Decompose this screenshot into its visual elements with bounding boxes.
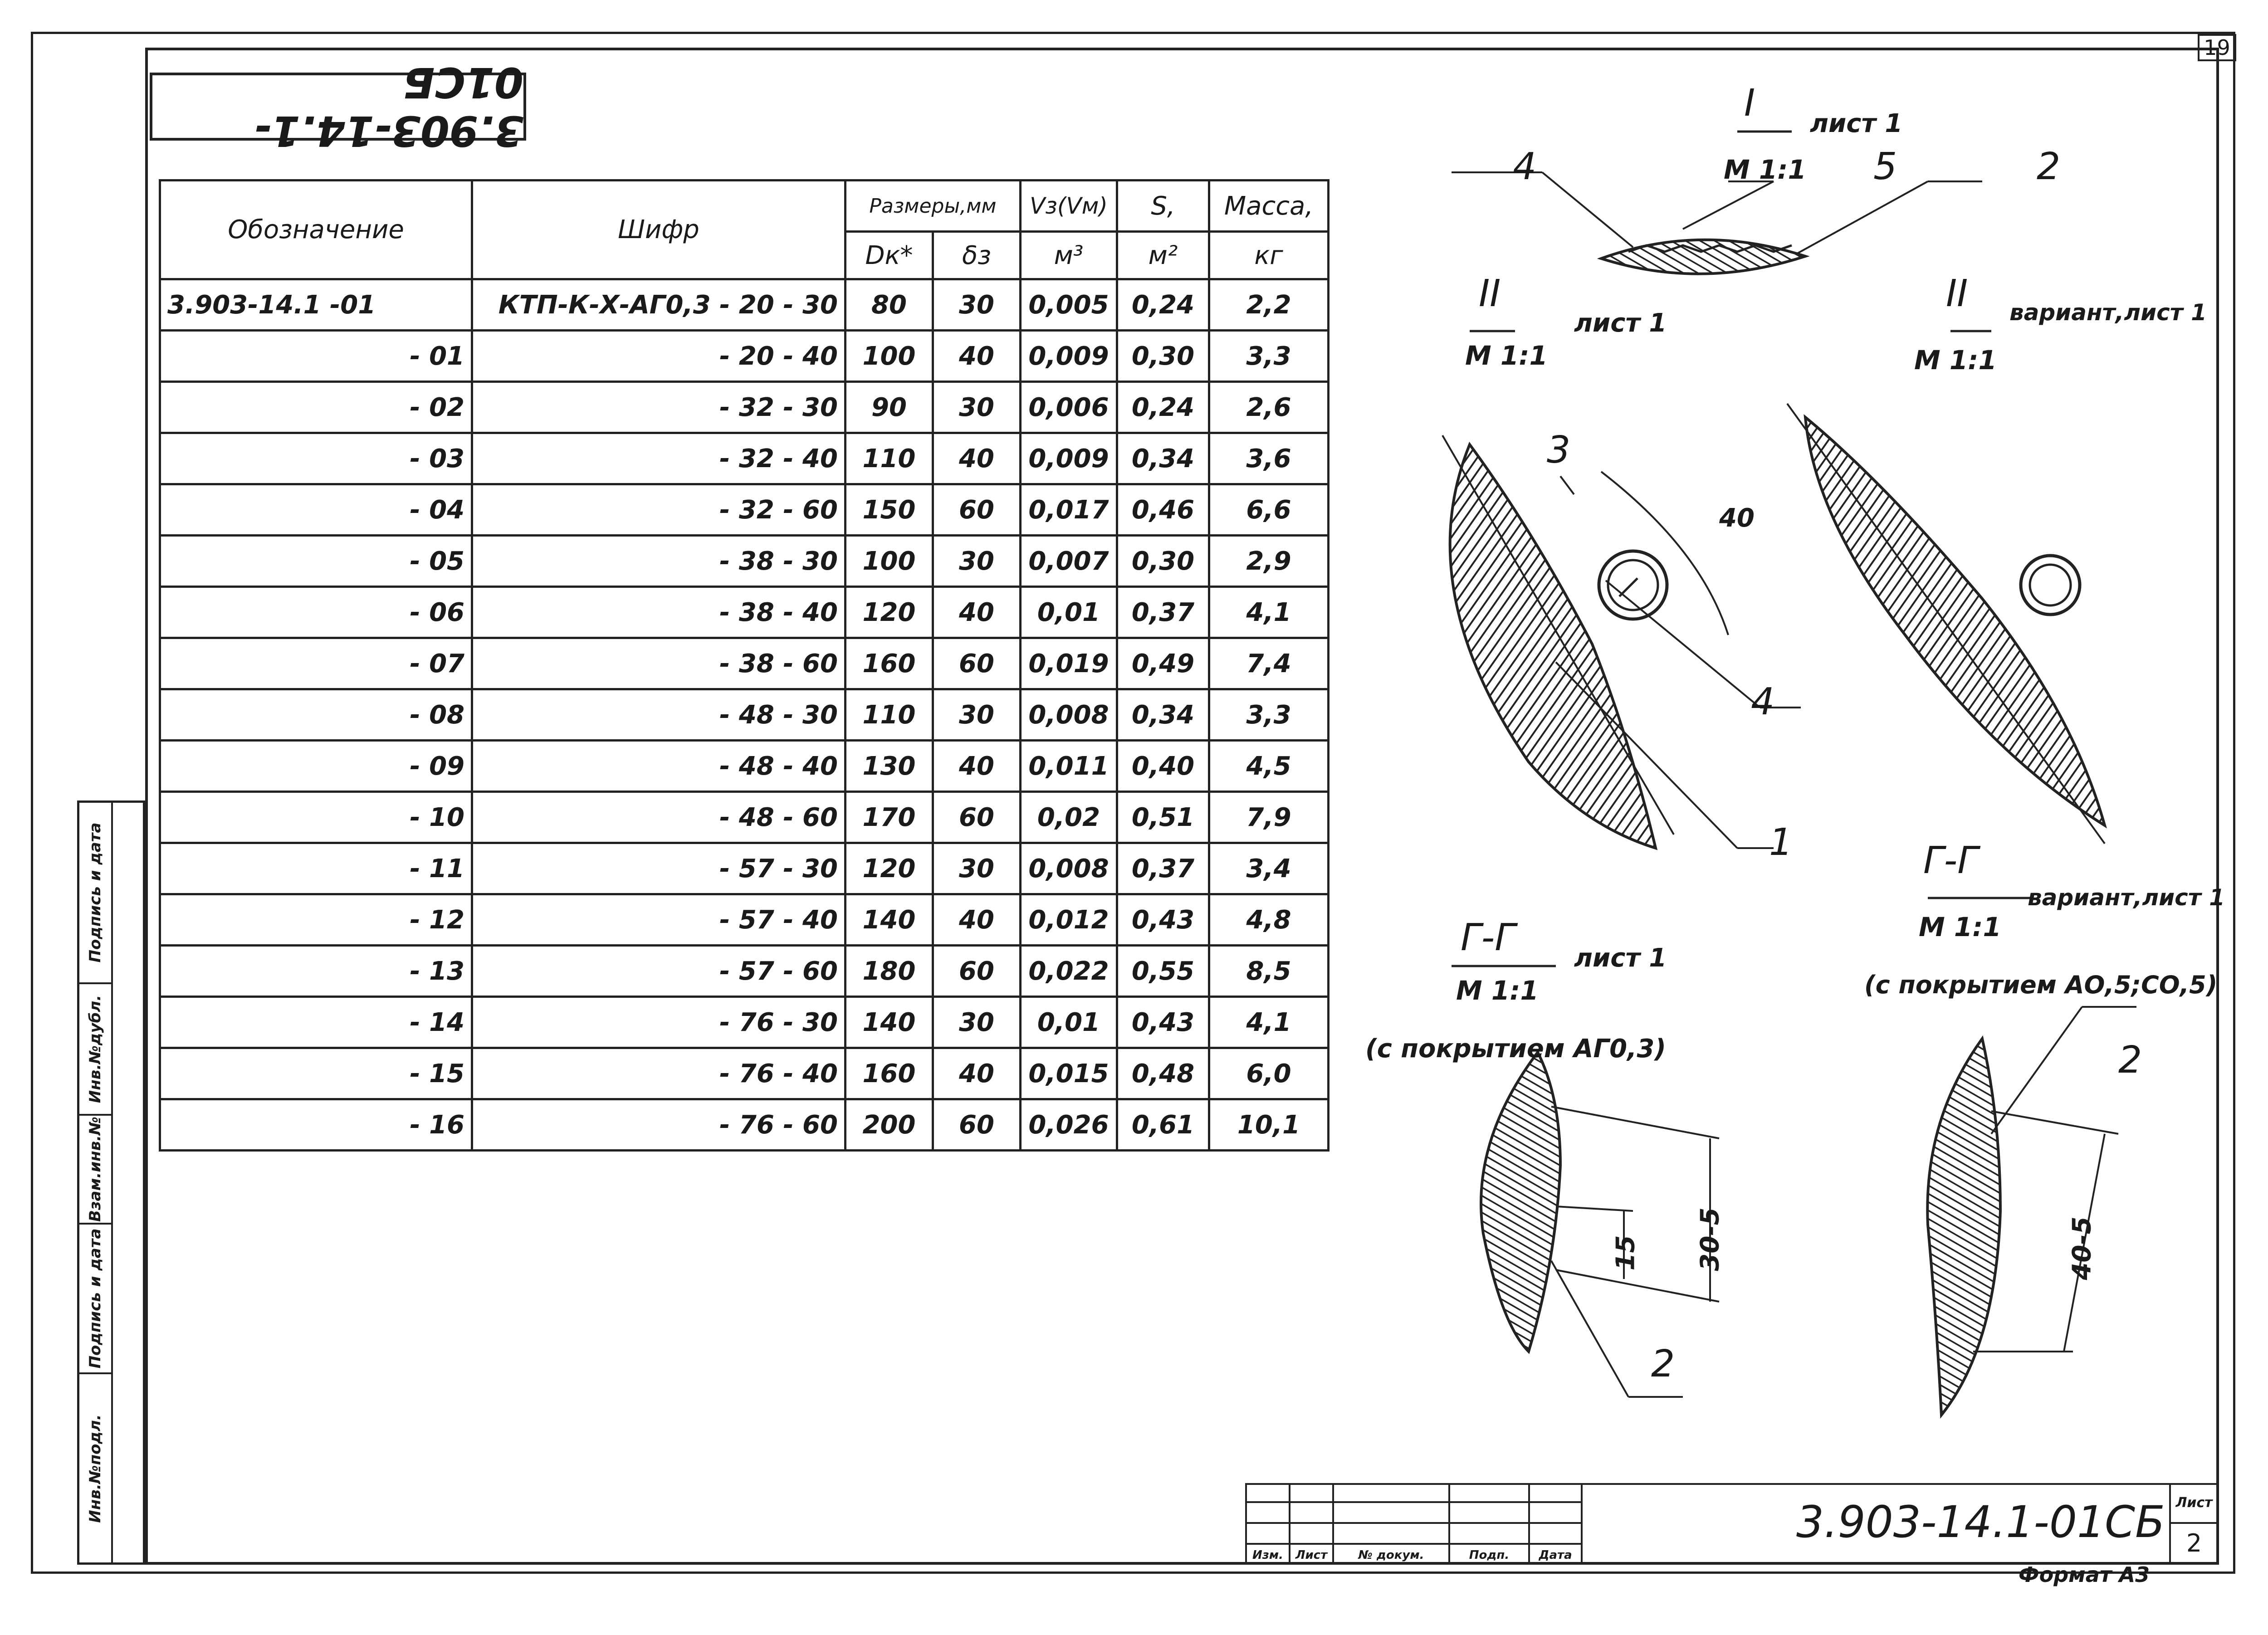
cell-d3: 30 (933, 843, 1021, 894)
cell-dk: 150 (846, 484, 933, 536)
header-dimensions: Размеры,мм (846, 181, 1021, 232)
section-gg-variant-dim-40: 40-5 (2067, 1216, 2097, 1280)
section-gg-variant-note: (с покрытием АО,5;СО,5) (1864, 971, 2218, 999)
cell-designation: - 12 (160, 894, 472, 946)
cell-volume: 0,01 (1021, 587, 1117, 638)
approval-side-strip (77, 800, 145, 1565)
cell-mass: 3,4 (1209, 843, 1329, 894)
cell-d3: 30 (933, 536, 1021, 587)
table-row (160, 279, 1329, 331)
cell-designation: - 16 (160, 1099, 472, 1151)
table-row (160, 382, 1329, 433)
cell-d3: 40 (933, 587, 1021, 638)
cell-d3: 40 (933, 1048, 1021, 1099)
sheet-number: 19 (2198, 34, 2236, 61)
cell-dk: 160 (846, 1048, 933, 1099)
cell-mass: 10,1 (1209, 1099, 1329, 1151)
cell-code: КТП-К-Х-АГ0,3 - 20 - 30 (472, 279, 846, 331)
header-dk: Dк* (846, 232, 933, 279)
section-gg-variant-label: Г-Г (1923, 839, 1978, 882)
section-gg-note: (с покрытием АГ0,3) (1365, 1034, 1666, 1064)
cell-area: 0,43 (1117, 997, 1209, 1048)
view-i-callout-4: 4 (1513, 145, 1537, 188)
strip-cell-sign-date-1: Подпись и дата (79, 803, 111, 984)
cell-d3: 40 (933, 894, 1021, 946)
cell-dk: 140 (846, 894, 933, 946)
cell-code: - 48 - 40 (472, 741, 846, 792)
cell-area: 0,37 (1117, 843, 1209, 894)
strip-cell-sign-date-2: Подпись и дата (79, 1225, 111, 1374)
cell-d3: 60 (933, 1099, 1021, 1151)
cell-area: 0,34 (1117, 689, 1209, 741)
strip-cell-vzam-inv: Взам.инв.№ (79, 1116, 111, 1225)
table-row (160, 484, 1329, 536)
cell-area: 0,30 (1117, 536, 1209, 587)
cell-d3: 30 (933, 382, 1021, 433)
table-header-row (160, 181, 1329, 232)
cell-mass: 4,1 (1209, 587, 1329, 638)
cell-dk: 120 (846, 843, 933, 894)
view-ii-sheet: лист 1 (1574, 308, 1667, 338)
cell-volume: 0,022 (1021, 946, 1117, 997)
cell-mass: 8,5 (1209, 946, 1329, 997)
view-ii-variant-drawing (1787, 404, 2105, 844)
view-ii-dimension: 40 (1719, 503, 1755, 533)
cell-mass: 2,2 (1209, 279, 1329, 331)
section-gg-variant-sheet: вариант,лист 1 (2028, 884, 2225, 911)
cell-mass: 3,3 (1209, 331, 1329, 382)
cell-volume: 0,009 (1021, 331, 1117, 382)
cell-d3: 30 (933, 689, 1021, 741)
view-ii-callout-1: 1 (1769, 821, 1793, 864)
cell-designation: - 15 (160, 1048, 472, 1099)
cell-code: - 20 - 40 (472, 331, 846, 382)
cell-area: 0,61 (1117, 1099, 1209, 1151)
view-ii-callout-3: 3 (1547, 429, 1571, 472)
table-row (160, 587, 1329, 638)
cell-code: - 57 - 60 (472, 946, 846, 997)
cell-area: 0,49 (1117, 638, 1209, 689)
cell-dk: 80 (846, 279, 933, 331)
cell-mass: 7,9 (1209, 792, 1329, 843)
table-row (160, 331, 1329, 382)
table-row (160, 536, 1329, 587)
cell-d3: 60 (933, 792, 1021, 843)
cell-code: - 57 - 40 (472, 894, 846, 946)
header-mass: Масса, (1209, 181, 1329, 232)
cell-volume: 0,011 (1021, 741, 1117, 792)
header-volume: Vз(Vм) (1021, 181, 1117, 232)
cell-code: - 76 - 40 (472, 1048, 846, 1099)
header-volume-unit: м³ (1021, 232, 1117, 279)
tb-row-line-1 (1245, 1501, 1583, 1524)
cell-volume: 0,015 (1021, 1048, 1117, 1099)
strip-divider (111, 803, 113, 1565)
view-ii-drawing (1442, 435, 1801, 848)
cell-dk: 200 (846, 1099, 933, 1151)
tb-header-sign: Подп. (1448, 1543, 1530, 1565)
cell-volume: 0,017 (1021, 484, 1117, 536)
table-row (160, 638, 1329, 689)
cell-mass: 2,6 (1209, 382, 1329, 433)
cell-designation: - 06 (160, 587, 472, 638)
view-ii-label: II (1479, 272, 1501, 315)
view-i-callout-2: 2 (2037, 145, 2061, 188)
title-sheet-value: 2 (2169, 1522, 2219, 1565)
title-doc-code: 3.903-14.1-01СБ (1796, 1497, 2165, 1547)
section-gg-drawing (1481, 1052, 1719, 1397)
table-row (160, 792, 1329, 843)
cell-dk: 170 (846, 792, 933, 843)
cell-designation: - 09 (160, 741, 472, 792)
strip-cell-inv-podl: Инв.№подл. (86, 1414, 104, 1523)
tb-row-line-2 (1245, 1522, 1583, 1545)
cell-code: - 38 - 30 (472, 536, 846, 587)
table-row (160, 741, 1329, 792)
cell-designation: - 11 (160, 843, 472, 894)
cell-area: 0,48 (1117, 1048, 1209, 1099)
cell-code: - 48 - 30 (472, 689, 846, 741)
tb-header-list: Лист (1289, 1543, 1334, 1565)
header-d3: δз (933, 232, 1021, 279)
cell-area: 0,37 (1117, 587, 1209, 638)
top-stamp-code: 3.903-14.1-01СБ (254, 58, 523, 155)
view-i-scale: М 1:1 (1724, 154, 1806, 185)
cell-code: - 76 - 60 (472, 1099, 846, 1151)
table-row (160, 843, 1329, 894)
cell-area: 0,55 (1117, 946, 1209, 997)
cell-volume: 0,009 (1021, 433, 1117, 484)
cell-designation: - 13 (160, 946, 472, 997)
cell-designation: - 14 (160, 997, 472, 1048)
cell-designation: - 04 (160, 484, 472, 536)
cell-code: - 32 - 40 (472, 433, 846, 484)
cell-mass: 4,8 (1209, 894, 1329, 946)
cell-d3: 60 (933, 638, 1021, 689)
view-ii-variant-sheet: вариант,лист 1 (2009, 299, 2207, 326)
view-i-callout-5: 5 (1873, 145, 1897, 188)
format-label: Формат А3 (2019, 1562, 2150, 1587)
section-gg-sheet: лист 1 (1574, 943, 1667, 973)
cell-code: - 38 - 60 (472, 638, 846, 689)
cell-designation: - 10 (160, 792, 472, 843)
table-row (160, 1048, 1329, 1099)
cell-code: - 48 - 60 (472, 792, 846, 843)
view-i-sheet: лист 1 (1810, 109, 1903, 138)
cell-d3: 30 (933, 279, 1021, 331)
view-ii-variant-label: II (1946, 272, 1968, 315)
section-gg-dim-15: 15 (1611, 1235, 1641, 1271)
view-i-label: I (1744, 82, 1755, 125)
cell-mass: 4,1 (1209, 997, 1329, 1048)
section-gg-variant-drawing (1927, 1007, 2136, 1415)
title-sheet-box (2169, 1483, 2219, 1565)
cell-volume: 0,005 (1021, 279, 1117, 331)
cell-mass: 6,0 (1209, 1048, 1329, 1099)
cell-dk: 130 (846, 741, 933, 792)
cell-d3: 40 (933, 433, 1021, 484)
cell-mass: 6,6 (1209, 484, 1329, 536)
cell-designation: - 07 (160, 638, 472, 689)
cell-designation: - 02 (160, 382, 472, 433)
table-row (160, 433, 1329, 484)
tb-header-izm: Изм. (1245, 1543, 1290, 1565)
cell-area: 0,51 (1117, 792, 1209, 843)
cell-area: 0,24 (1117, 382, 1209, 433)
cell-area: 0,46 (1117, 484, 1209, 536)
cell-designation: - 01 (160, 331, 472, 382)
cell-mass: 2,9 (1209, 536, 1329, 587)
header-area-unit: м² (1117, 232, 1209, 279)
tb-header-doc: № докум. (1332, 1543, 1450, 1565)
tb-header-date: Дата (1528, 1543, 1583, 1565)
section-gg-variant-callout-2: 2 (2118, 1039, 2142, 1082)
section-gg-callout-2: 2 (1651, 1342, 1675, 1386)
section-gg-scale: М 1:1 (1456, 975, 1539, 1006)
cell-mass: 3,3 (1209, 689, 1329, 741)
section-gg-label: Г-Г (1461, 916, 1515, 959)
cell-d3: 60 (933, 946, 1021, 997)
title-sheet-label: Лист (2169, 1483, 2219, 1524)
cell-mass: 4,5 (1209, 741, 1329, 792)
cell-volume: 0,012 (1021, 894, 1117, 946)
cell-mass: 7,4 (1209, 638, 1329, 689)
cell-dk: 110 (846, 433, 933, 484)
view-ii-variant-scale: М 1:1 (1914, 345, 1997, 376)
cell-area: 0,24 (1117, 279, 1209, 331)
tb-top-line (1581, 1483, 2170, 1485)
cell-d3: 60 (933, 484, 1021, 536)
cell-code: - 32 - 60 (472, 484, 846, 536)
cell-dk: 110 (846, 689, 933, 741)
cell-volume: 0,019 (1021, 638, 1117, 689)
cell-d3: 40 (933, 331, 1021, 382)
header-area: S, (1117, 181, 1209, 232)
specification-table (159, 179, 1330, 1152)
cell-dk: 90 (846, 382, 933, 433)
cell-area: 0,43 (1117, 894, 1209, 946)
cell-dk: 180 (846, 946, 933, 997)
cell-designation: - 08 (160, 689, 472, 741)
strip-cell-inv-dubl: Инв.№дубл. (79, 984, 111, 1116)
cell-code: - 32 - 30 (472, 382, 846, 433)
cell-code: - 76 - 30 (472, 997, 846, 1048)
cell-volume: 0,008 (1021, 843, 1117, 894)
cell-designation: - 03 (160, 433, 472, 484)
header-mass-unit: кг (1209, 232, 1329, 279)
table-row (160, 997, 1329, 1048)
cell-volume: 0,007 (1021, 536, 1117, 587)
cell-designation: - 05 (160, 536, 472, 587)
table-row (160, 894, 1329, 946)
cell-area: 0,34 (1117, 433, 1209, 484)
cell-area: 0,30 (1117, 331, 1209, 382)
header-code: Шифр (472, 181, 846, 279)
cell-d3: 40 (933, 741, 1021, 792)
section-gg-dim-30: 30-5 (1695, 1207, 1725, 1271)
cell-designation: 3.903-14.1 -01 (160, 279, 472, 331)
cell-area: 0,40 (1117, 741, 1209, 792)
cell-volume: 0,02 (1021, 792, 1117, 843)
cell-mass: 3,6 (1209, 433, 1329, 484)
cell-volume: 0,01 (1021, 997, 1117, 1048)
section-gg-variant-scale: М 1:1 (1919, 912, 2001, 942)
cell-code: - 57 - 30 (472, 843, 846, 894)
cell-code: - 38 - 40 (472, 587, 846, 638)
table-row (160, 946, 1329, 997)
table-row (160, 1099, 1329, 1151)
header-designation: Обозначение (160, 181, 472, 279)
cell-dk: 100 (846, 331, 933, 382)
cell-volume: 0,026 (1021, 1099, 1117, 1151)
cell-volume: 0,006 (1021, 382, 1117, 433)
cell-d3: 30 (933, 997, 1021, 1048)
cell-dk: 100 (846, 536, 933, 587)
cell-dk: 140 (846, 997, 933, 1048)
view-ii-scale: М 1:1 (1465, 340, 1548, 371)
cell-dk: 160 (846, 638, 933, 689)
cell-dk: 120 (846, 587, 933, 638)
cell-volume: 0,008 (1021, 689, 1117, 741)
view-ii-callout-4: 4 (1751, 680, 1775, 723)
top-stamp (150, 58, 526, 155)
table-row (160, 689, 1329, 741)
